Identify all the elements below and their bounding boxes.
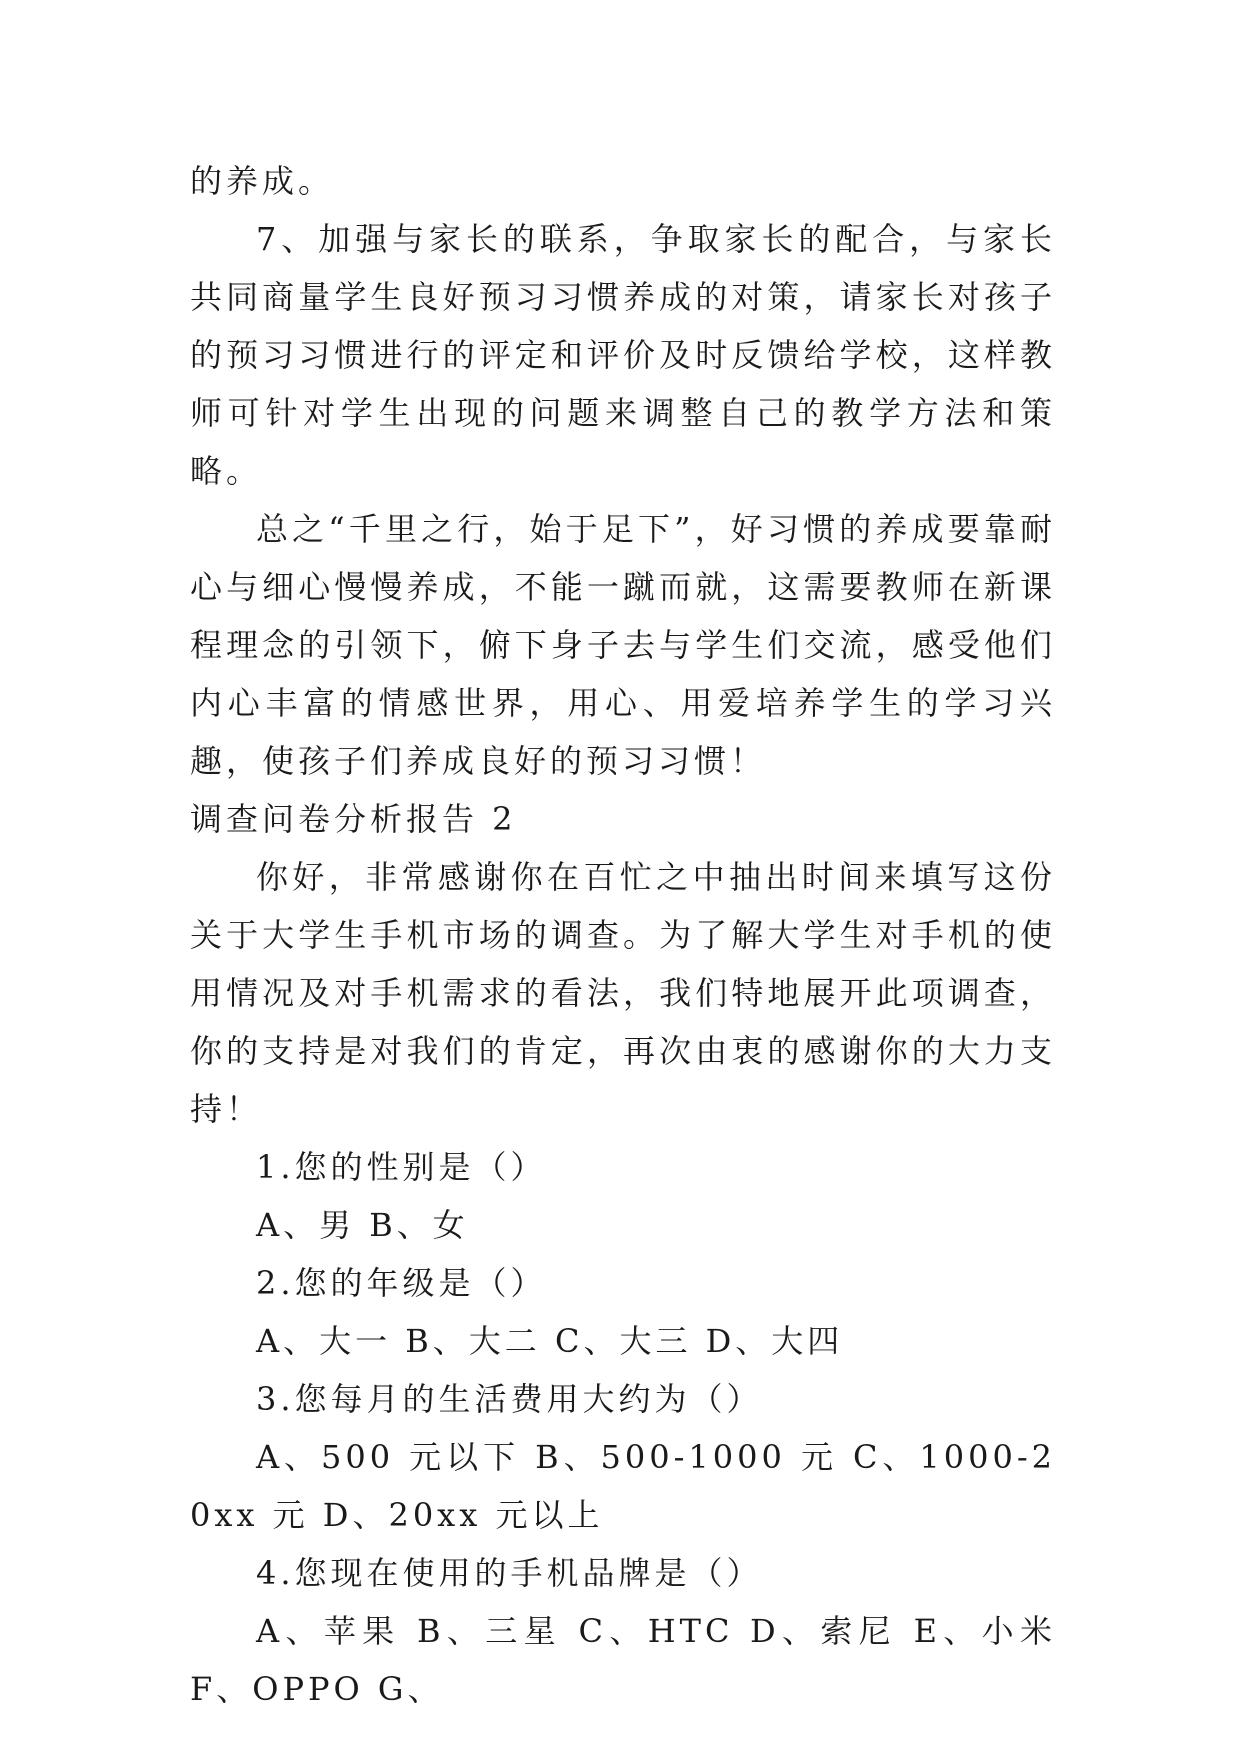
section-title: 调查问卷分析报告 2 [190, 800, 517, 838]
question-1-options: A、男 B、女 [256, 1206, 469, 1244]
question-3: 3.您每月的生活费用大约为（） [256, 1380, 763, 1418]
question-4-options: A、苹果 B、三星 C、HTC D、索尼 E、小米 F、OPPO G、 [190, 1612, 1056, 1708]
paragraph-continuation: 的养成。 [190, 162, 335, 200]
document-body [190, 152, 1056, 1718]
question-1: 1.您的性别是（） [256, 1148, 547, 1186]
paragraph-intro: 你好，非常感谢你在百忙之中抽出时间来填写这份关于大学生手机市场的调查。为了解大学生对手机的使用情况及对手机需求的看法，我们特地展开此项调查，你的支持是对我们的肯定，再次由衷的感谢你的大力支持！ [190, 858, 1056, 1128]
question-3-options: A、500 元以下 B、500-1000 元 C、1000-20xx 元 D、20xx 元以上 [190, 1438, 1056, 1534]
question-2: 2.您的年级是（） [256, 1264, 547, 1302]
paragraph-item-7: 7、加强与家长的联系，争取家长的配合，与家长共同商量学生良好预习习惯养成的对策，请家长对孩子的预习习惯进行的评定和评价及时反馈给学校，这样教师可针对学生出现的问题来调整自己的教学方法和策略。 [190, 220, 1056, 490]
question-4: 4.您现在使用的手机品牌是（） [256, 1554, 763, 1592]
question-2-options: A、大一 B、大二 C、大三 D、大四 [256, 1322, 844, 1360]
paragraph-conclusion: 总之“千里之行，始于足下”，好习惯的养成要靠耐心与细心慢慢养成，不能一蹴而就，这需要教师在新课程理念的引领下，俯下身子去与学生们交流，感受他们内心丰富的情感世界，用心、用爱培养学生的学习兴趣，使孩子们养成良好的预习习惯！ [190, 510, 1056, 780]
